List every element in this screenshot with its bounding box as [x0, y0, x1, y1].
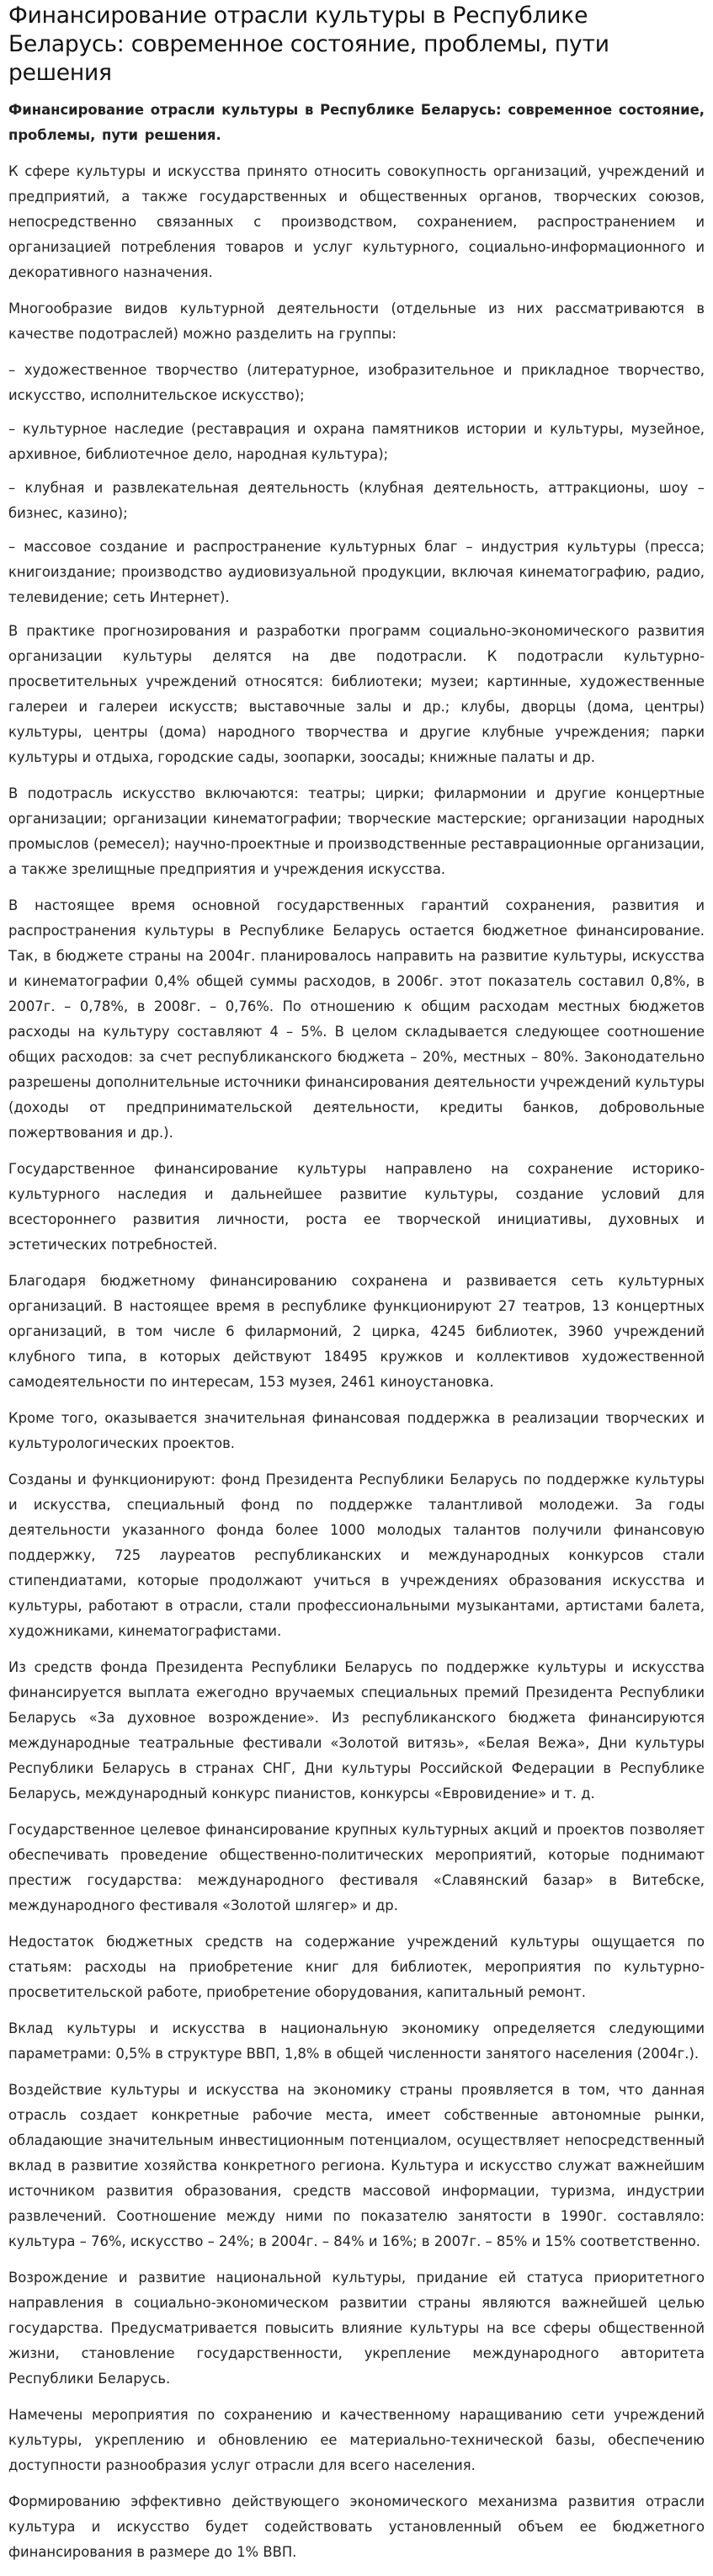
list-item: – культурное наследие (реставрация и охрана памятников истории и культуры, музейное, архивное, библиотечное дело, народная культура);	[8, 421, 705, 462]
article-lead: Финансирование отрасли культуры в Республике Беларусь: современное состояние, проблемы, пути решения.	[8, 102, 705, 143]
paragraph: Вклад культуры и искусства в национальную экономику определяется следующими параметрами: 0,5% в структуре ВВП, 1,8% в общей численности занятого населения (2004г.).	[8, 2020, 705, 2062]
paragraph: Кроме того, оказывается значительная финансовая поддержка в реализации творческих и культурологических проектов.	[8, 1410, 705, 1451]
paragraph: Благодаря бюджетному финансированию сохранена и развивается сеть культурных организаций. В настоящее время в республике функционируют 27 театров, 13 концертных организаций, в том числе 6 филармоний, 2 цирка, 4245 библиотек, 3960 учреждений клубного типа, в которых действуют 18495 кружков и коллективов художественной самодеятельности по интересам, 153 музея, 2461 киноустановка.	[8, 1273, 705, 1390]
article	[0, 2, 705, 2565]
paragraph: Государственное финансирование культуры направлено на сохранение историко-культурного наследия и дальнейшее развитие культуры, создание условий для всестороннего развития личности, роста ее творческой инициативы, духовных и эстетических потребностей.	[8, 1161, 705, 1253]
article-title: Финансирование отрасли культуры в Республике Беларусь: современное состояние, проблемы, пути решения	[8, 3, 609, 86]
paragraph: Возрождение и развитие национальной культуры, придание ей статуса приоритетного направления в социально-экономическом развитии страны являются важнейшей целью государства. Предусматривается повысить влияние культуры на все сферы общественной жизни, становление государственности, укрепление международного авторитета Республики Беларусь.	[8, 2270, 705, 2387]
list-item: – художественное творчество (литературное, изобразительное и прикладное творчество, искусство, исполнительское искусство);	[8, 362, 705, 403]
paragraph: Из средств фонда Президента Республики Беларусь по поддержке культуры и искусства финансируется выплата ежегодно вручаемых специальных премий Президента Республики Беларусь «За духовное возрождение». Из республиканского бюджета финансируются международные театральные фестивали «Золотой витязь», «Белая Вежа», Дни культуры Республики Беларусь в странах СНГ, Дни культуры Российской Федерации в Республике Беларусь, международный конкурс пианистов, конкурсы «Евровидение» и т. д.	[8, 1659, 705, 1802]
paragraph: Созданы и функционируют: фонд Президента Республики Беларусь по поддержке культуры и искусства, специальный фонд по поддержке талантливой молодежи. За годы деятельности указанного фонда более 1000 молодых талантов получили финансовую поддержку, 725 лауреатов республиканских и международных конкурсов стали стипендиатами, которые продолжают учиться в учреждениях образования искусства и культуры, работают в отрасли, стали профессиональными музыкантами, артистами балета, художниками, кинематографистами.	[8, 1472, 705, 1639]
paragraph: В настоящее время основной государственных гарантий сохранения, развития и распространения культуры в Республике Беларусь остается бюджетное финансирование. Так, в бюджете страны на 2004г. планировалось направить на развитие культуры, искусства и кинематографии 0,4% общей суммы расходов, в 2006г. этот показатель составил 0,8%, в 2007г. – 0,78%, в 2008г. – 0,76%. По отношению к общим расходам местных бюджетов расходы на культуру составляют 4 – 5%. В целом складывается следующее соотношение общих расходов: за счет республиканского бюджета – 20%, местных – 80%. Законодательно разрешены дополнительные источники финансирования деятельности учреждений культуры (доходы от предпринимательской деятельности, кредиты банков, добровольные пожертвования и др.).	[8, 897, 705, 1141]
paragraph: В практике прогнозирования и разработки программ социально-экономического развития организации культуры делятся на две подотрасли. К подотрасли культурно-просветительных учреждений относятся: библиотеки; музеи; картинные, художественные галереи и галереи искусств; выставочные залы и др.; клубы, дворцы (дома, центры) культуры, центры (дома) народного творчества и другие клубные учреждения; парки культуры и отдыха, городские сады, зоопарки, зоосады; книжные палаты и др.	[8, 623, 705, 765]
list-item: – клубная и развлекательная деятельность (клубная деятельность, аттракционы, шоу – бизнес, казино);	[8, 480, 705, 521]
paragraph: Государственное целевое финансирование крупных культурных акций и проектов позволяет обеспечивать проведение общественно-политических мероприятий, которые поднимают престиж государства: международного фестиваля «Славянский базар» в Витебске, международного фестиваля «Золотой шлягер» и др.	[8, 1822, 705, 1913]
paragraph: Намечены мероприятия по сохранению и качественному наращиванию сети учреждений культуры, укреплению и обновлению ее материально-технической базы, обеспечению доступности разнообразия услуг отрасли для всего населения.	[8, 2407, 705, 2473]
paragraph: Формированию эффективно действующего экономического механизма развития отрасли культура и искусство будет содействовать установленный объем ее бюджетного финансирования в размере до 1% ВВП.	[8, 2494, 705, 2560]
paragraph: В подотрасль искусство включаются: театры; цирки; филармонии и другие концертные организации; организации кинематографии; творческие мастерские; организации народных промыслов (ремесел); научно-проектные и производственные реставрационные организации, а также зрелищные предприятия и учреждения искусства.	[8, 785, 705, 877]
paragraph: Воздействие культуры и искусства на экономику страны проявляется в том, что данная отрасль создает конкретные рабочие места, имеет собственные автономные рынки, обладающие значительным инвестиционным потенциалом, осуществляет непосредственный вклад в развитие хозяйства конкретного региона. Культура и искусство служат важнейшим источником развития образования, средств массовой информации, туризма, индустрии развлечений. Соотношение между ними по показателю занятости в 1990г. составляло: культура – 76%, искусство – 24%; в 2004г. – 84% и 16%; в 2007г. – 85% и 15% соответственно.	[8, 2082, 705, 2249]
paragraph-intro: К сфере культуры и искусства принято относить совокупность организаций, учреждений и предприятий, а также государственных и общественных органов, творческих союзов, непосредственно связанных с производством, сохранением, распространением и организацией потребления товаров и услуг культурного, социально-информационного и декоративного назначения.	[8, 163, 705, 280]
paragraph: Недостаток бюджетных средств на содержание учреждений культуры ощущается по статьям: расходы на приобретение книг для библиотек, мероприятия по культурно-просветительской работе, приобретение оборудования, капитальный ремонт.	[8, 1934, 705, 2000]
paragraph-groups-intro: Многообразие видов культурной деятельности (отдельные из них рассматриваются в качестве подотраслей) можно разделить на группы:	[8, 301, 705, 342]
list-item: – массовое создание и распространение культурных благ – индустрия культуры (пресса; книгоиздание; производство аудиовизуальной продукции, включая кинематографию, радио, телевидение; сеть Интернет).	[8, 539, 705, 605]
activity-groups-list	[8, 358, 705, 610]
